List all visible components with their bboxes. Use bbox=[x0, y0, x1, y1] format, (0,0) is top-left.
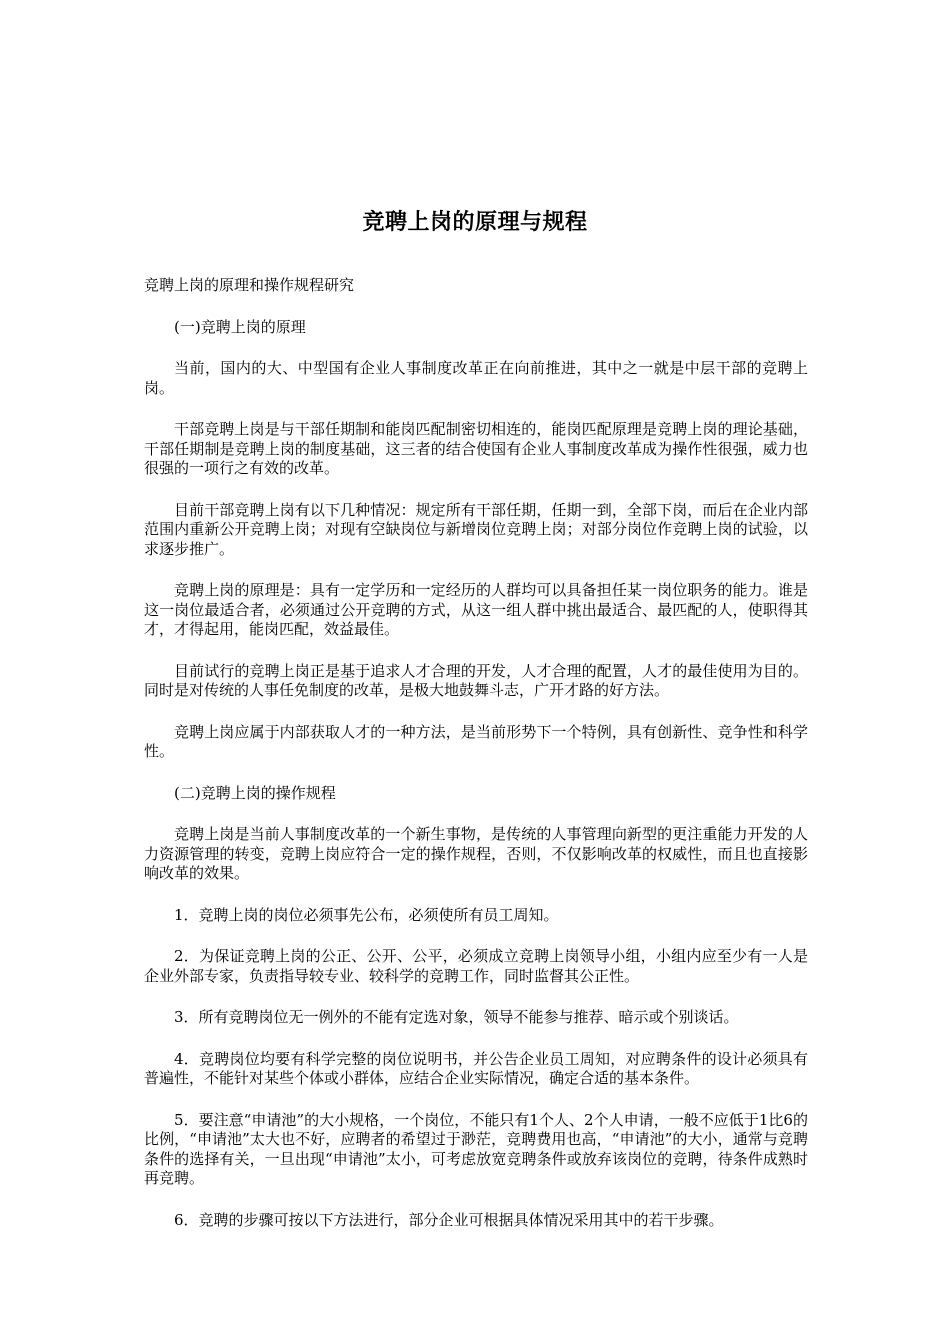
section-heading-2: (二)竞聘上岗的操作规程 bbox=[174, 783, 336, 802]
paragraph: 竞聘上岗的原理是：具有一定学历和一定经历的人群均可以具备担任某一岗位职务的能力。谁是这一岗位最适合者，必须通过公开竞聘的方式，从这一组人群中挑出最适合、最匹配的人，使职得其才，才得起用，能岗匹配，效益最佳。 bbox=[144, 581, 808, 638]
document-title: 竞聘上岗的原理与规程 bbox=[362, 209, 588, 235]
list-item: 3．所有竞聘岗位无一例外的不能有定选对象，领导不能参与推荐、暗示或个别谈话。 bbox=[174, 1008, 739, 1026]
paragraph: 当前，国内的大、中型国有企业人事制度改革正在向前推进，其中之一就是中层干部的竞聘上岗。 bbox=[144, 359, 808, 397]
list-item: 1．竞聘上岗的岗位必须事先公布，必须使所有员工周知。 bbox=[174, 905, 559, 924]
paragraph: 竞聘上岗是当前人事制度改革的一个新生事物，是传统的人事管理向新型的更注重能力开发的人力资源管理的转变，竞聘上岗应符合一定的操作规程，否则，不仅影响改革的权威性，而且也直接影响改革的效果。 bbox=[144, 825, 808, 882]
list-item: 5．要注意“申请池”的大小规格，一个岗位，不能只有1个人、2个人申请，一般不应低于1比6的比例，“申请池”太大也不好，应聘者的希望过于渺茫，竞聘费用也高，“申请池”的大小，通常与竞聘条件的选择有关，一旦出现“申请池”太小，可考虑放宽竞聘条件或放弃该岗位的竞聘，待条件成熟时再竞聘。 bbox=[144, 1110, 808, 1187]
paragraph: 目前试行的竞聘上岗正是基于追求人才合理的开发，人才合理的配置，人才的最佳使用为目的。同时是对传统的人事任免制度的改革，是极大地鼓舞斗志，广开才路的好方法。 bbox=[144, 661, 808, 699]
section-heading-1: (一)竞聘上岗的原理 bbox=[174, 317, 306, 336]
paragraph: 竞聘上岗应属于内部获取人才的一种方法，是当前形势下一个特例，具有创新性、竞争性和科学性。 bbox=[144, 722, 808, 760]
document-subtitle: 竞聘上岗的原理和操作规程研究 bbox=[144, 276, 355, 294]
list-item: 2．为保证竞聘上岗的公正、公开、公平，必须成立竞聘上岗领导小组，小组内应至少有一人是企业外部专家，负责指导较专业、较科学的竞聘工作，同时监督其公正性。 bbox=[144, 947, 808, 985]
list-item: 4．竞聘岗位均要有科学完整的岗位说明书，并公告企业员工周知，对应聘条件的设计必须具有普遍性，不能针对某些个体或小群体，应结合企业实际情况，确定合适的基本条件。 bbox=[144, 1049, 808, 1087]
document-body bbox=[144, 276, 808, 1252]
list-item: 6．竞聘的步骤可按以下方法进行，部分企业可根据具体情况采用其中的若干步骤。 bbox=[174, 1210, 724, 1229]
paragraph: 目前干部竞聘上岗有以下几种情况：规定所有干部任期，任期一到，全部下岗，而后在企业内部范围内重新公开竞聘上岗；对现有空缺岗位与新增岗位竞聘上岗；对部分岗位作竞聘上岗的试验，以求逐步推广。 bbox=[144, 500, 808, 558]
paragraph: 干部竞聘上岗是与干部任期制和能岗匹配制密切相连的，能岗匹配原理是竞聘上岗的理论基础，干部任期制是竞聘上岗的制度基础，这三者的结合使国有企业人事制度改革成为操作性很强，威力也很强的一项行之有效的改革。 bbox=[144, 420, 808, 477]
